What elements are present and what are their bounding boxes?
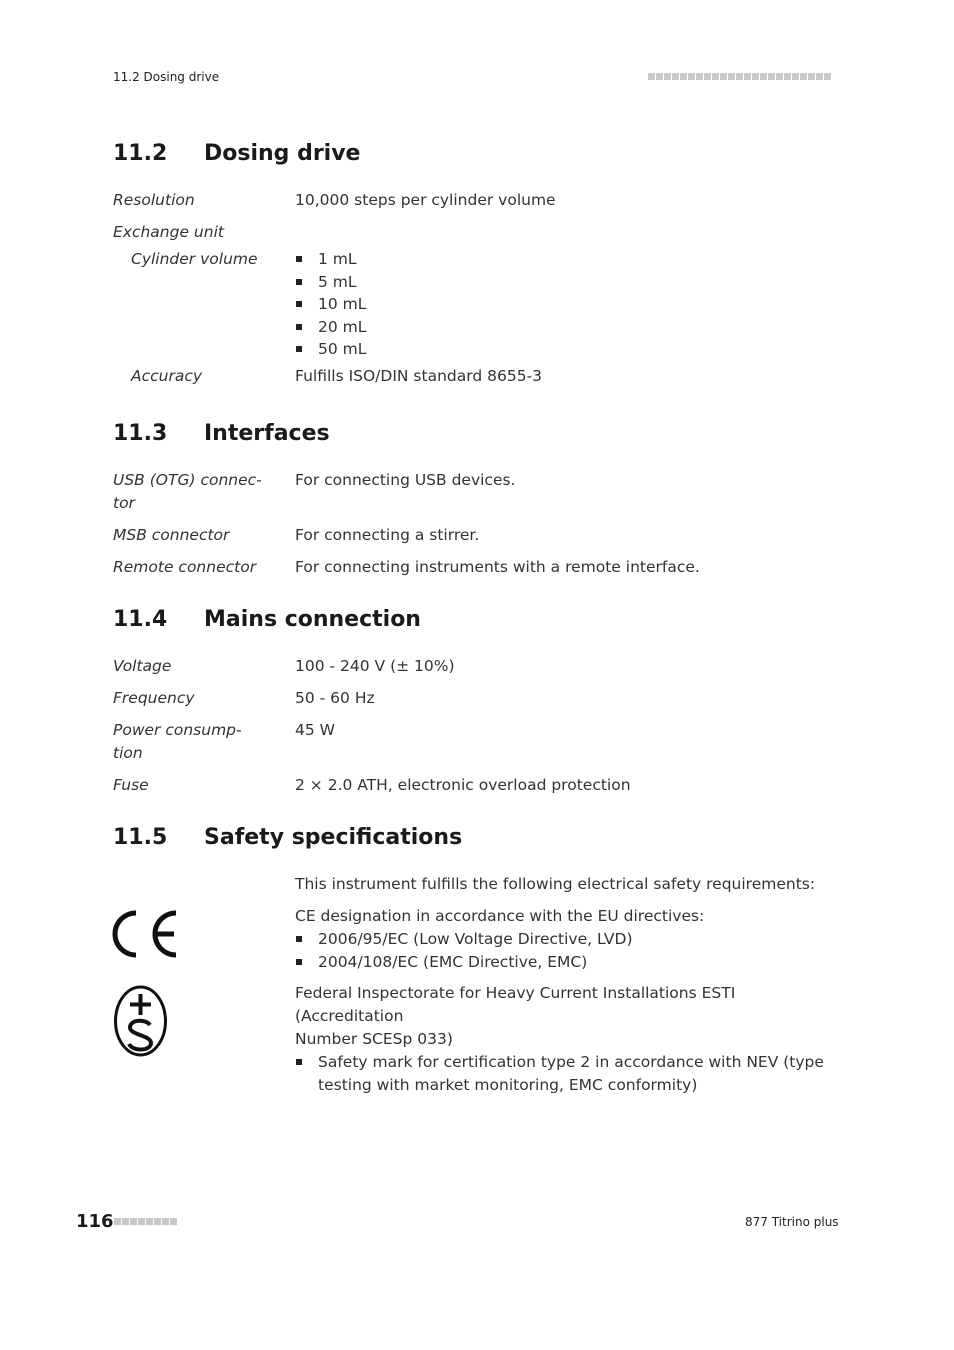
- bullet-icon: [296, 1059, 302, 1065]
- power-consumption-label: [113, 719, 273, 765]
- running-header: 11.2 Dosing drive: [113, 70, 220, 84]
- header-square-bar: [648, 73, 831, 80]
- section-heading-safety-specifications: [113, 825, 462, 850]
- section-title: Mains connection: [204, 607, 421, 632]
- msb-connector-value: For connecting a stirrer.: [295, 526, 480, 544]
- cylinder-volume-list-wrap: [295, 248, 825, 361]
- accuracy-label: Accuracy: [131, 367, 203, 385]
- power-consumption-value: 45 W: [295, 721, 335, 739]
- label-line: Power consump-: [113, 721, 242, 739]
- resolution-value: 10,000 steps per cylinder volume: [295, 191, 556, 209]
- list-item: [295, 293, 825, 316]
- list-item-text: 2004/108/EC (EMC Directive, EMC): [318, 952, 588, 971]
- list-item: [295, 1051, 825, 1096]
- section-number: 11.5: [113, 825, 168, 850]
- list-item-text: 2006/95/EC (Low Voltage Directive, LVD): [318, 930, 633, 948]
- esti-block: [295, 982, 825, 1096]
- fuse-value: 2 × 2.0 ATH, electronic overload protection: [295, 776, 631, 794]
- voltage-value: 100 - 240 V (± 10%): [295, 657, 455, 675]
- section-heading-interfaces: [113, 421, 330, 446]
- section-number: 11.3: [113, 421, 168, 446]
- section-heading-mains-connection: [113, 607, 421, 632]
- accuracy-value: Fulfills ISO/DIN standard 8655-3: [295, 367, 543, 385]
- list-item-text: 5 mL: [318, 272, 357, 291]
- section-title: Dosing drive: [204, 141, 361, 166]
- usb-connector-value: For connecting USB devices.: [295, 471, 516, 489]
- bullet-icon: [296, 324, 302, 330]
- list-item: [295, 248, 825, 271]
- exchange-unit-label: Exchange unit: [113, 223, 224, 241]
- esti-list: [295, 1051, 825, 1096]
- esti-text-line: Number SCESp 033): [295, 1030, 453, 1048]
- cylinder-volume-label: Cylinder volume: [131, 250, 258, 268]
- safety-intro: This instrument fulfills the following electrical safety requirements:: [295, 875, 816, 893]
- remote-connector-value: For connecting instruments with a remote interface.: [295, 558, 700, 576]
- bullet-icon: [296, 301, 302, 307]
- list-item: [295, 316, 825, 339]
- list-item-text: 50 mL: [318, 340, 367, 358]
- bullet-icon: [296, 936, 302, 942]
- msb-connector-label: MSB connector: [113, 526, 230, 544]
- frequency-label: Frequency: [113, 689, 195, 707]
- section-number: 11.4: [113, 607, 168, 632]
- list-item: [295, 928, 825, 951]
- list-item: [295, 951, 825, 974]
- esti-safety-mark-icon: [113, 985, 168, 1057]
- label-line: tion: [113, 744, 143, 762]
- bullet-icon: [296, 346, 302, 352]
- usb-connector-label: [113, 469, 273, 515]
- fuse-label: Fuse: [113, 776, 149, 794]
- ce-mark-icon: [112, 909, 180, 959]
- ce-designation-block: [295, 905, 825, 973]
- footer-square-bar: [114, 1218, 177, 1225]
- section-title: Interfaces: [204, 421, 330, 446]
- ce-designation-text: CE designation in accordance with the EU directives:: [295, 907, 705, 925]
- list-item-text: 10 mL: [318, 295, 367, 313]
- ce-directive-list: [295, 928, 825, 973]
- list-item-text: 20 mL: [318, 317, 367, 336]
- section-number: 11.2: [113, 141, 168, 166]
- resolution-label: Resolution: [113, 191, 195, 209]
- product-name: 877 Titrino plus: [745, 1215, 839, 1229]
- list-item-text: Safety mark for certification type 2 in accordance with NEV (type: [318, 1053, 824, 1071]
- remote-connector-label: Remote connector: [113, 558, 257, 576]
- voltage-label: Voltage: [113, 657, 172, 675]
- label-line: tor: [113, 494, 135, 512]
- esti-text-line: Federal Inspectorate for Heavy Current Installations ESTI (Accreditation: [295, 984, 736, 1025]
- frequency-value: 50 - 60 Hz: [295, 689, 375, 707]
- list-item-text: 1 mL: [318, 250, 357, 268]
- section-title: Safety specifications: [204, 825, 463, 850]
- list-item: [295, 271, 825, 294]
- list-item-text: testing with market monitoring, EMC conformity): [318, 1075, 698, 1094]
- list-item: [295, 338, 825, 361]
- label-line: USB (OTG) connec-: [113, 471, 262, 489]
- bullet-icon: [296, 959, 302, 965]
- bullet-icon: [296, 256, 302, 262]
- page-number: 116: [76, 1211, 114, 1232]
- cylinder-volume-list: [295, 248, 825, 361]
- bullet-icon: [296, 279, 302, 285]
- section-heading-dosing-drive: [113, 141, 360, 166]
